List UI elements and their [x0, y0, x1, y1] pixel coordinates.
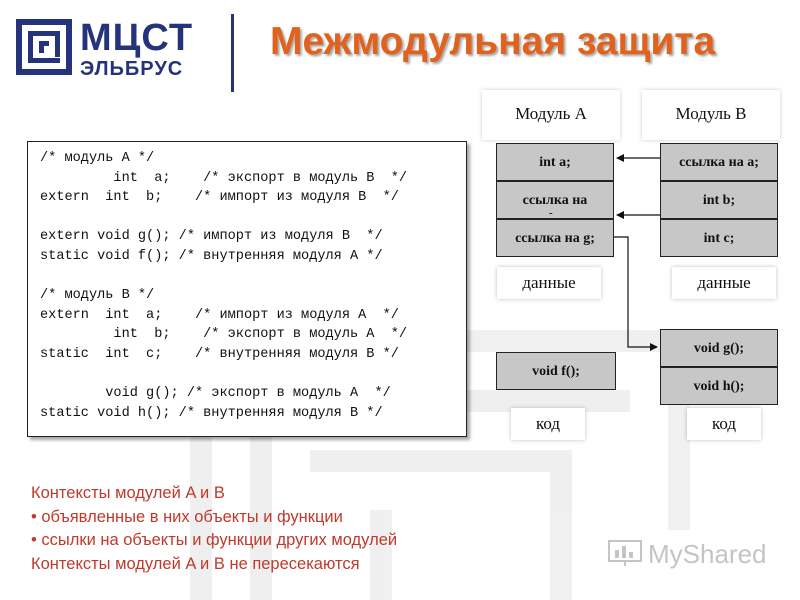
module-a-code-cell: void f(); [496, 352, 616, 390]
module-b-data-cell: int b; [660, 181, 778, 219]
note-line: • ссылки на объекты и функции других модулей [31, 531, 398, 549]
module-b-header: Модуль В [642, 90, 780, 140]
note-line: Контексты модулей A и B [31, 484, 225, 502]
code-line: static void h(); /* внутренняя модуля B */ [40, 405, 383, 421]
code-line: /* модуль A */ [40, 151, 155, 166]
module-a-header: Модуль А [482, 90, 620, 140]
page-title: Межмодульная защита [270, 20, 716, 63]
module-b-data-label: данные [672, 267, 776, 299]
module-a-data-label: данные [497, 267, 601, 299]
arrow-ref-g [614, 237, 657, 347]
code-line: extern int b; /* импорт из модуля B */ [40, 190, 399, 206]
myshared-brand: MyShared [648, 539, 767, 569]
code-line: static void f(); /* внутренняя модуля A */ [40, 248, 383, 264]
code-line: int a; /* экспорт в модуль B */ [40, 170, 408, 186]
notes [31, 482, 397, 576]
code-line: /* модуль B */ [40, 288, 155, 304]
module-b-data-cell: int c; [660, 219, 778, 257]
logo-text-mcst: МЦСТ [80, 17, 194, 59]
note-line: • объявленные в них объекты и функции [31, 507, 343, 526]
module-b-code-label: код [687, 408, 761, 440]
code-line: extern int a; /* импорт из модуля A */ [40, 307, 399, 323]
logo-text-elbrus: ЭЛЬБРУС [80, 58, 184, 80]
code-line: int b; /* экспорт в модуль A */ [40, 327, 408, 343]
module-a-code-label: код [511, 408, 585, 440]
code-line: static int c; /* внутренняя модуля B */ [40, 346, 399, 362]
cell-mark: - [549, 207, 553, 219]
code-line: extern void g(); /* импорт из модуля B */ [40, 229, 383, 245]
code-line: void g(); /* экспорт в модуль A */ [40, 386, 391, 402]
module-b-code-cell: void h(); [660, 367, 778, 405]
cell-text: ссылка на [522, 193, 588, 208]
module-b-data-cell: ссылка на a; [660, 143, 778, 181]
module-a-data-cell: ссылка на g; [496, 219, 614, 257]
module-a-data-cell: int a; [496, 143, 614, 181]
note-line: Контексты модулей A и B не пересекаются [31, 554, 360, 573]
module-b-code-cell: void g(); [660, 329, 778, 367]
presentation-icon [608, 540, 642, 566]
